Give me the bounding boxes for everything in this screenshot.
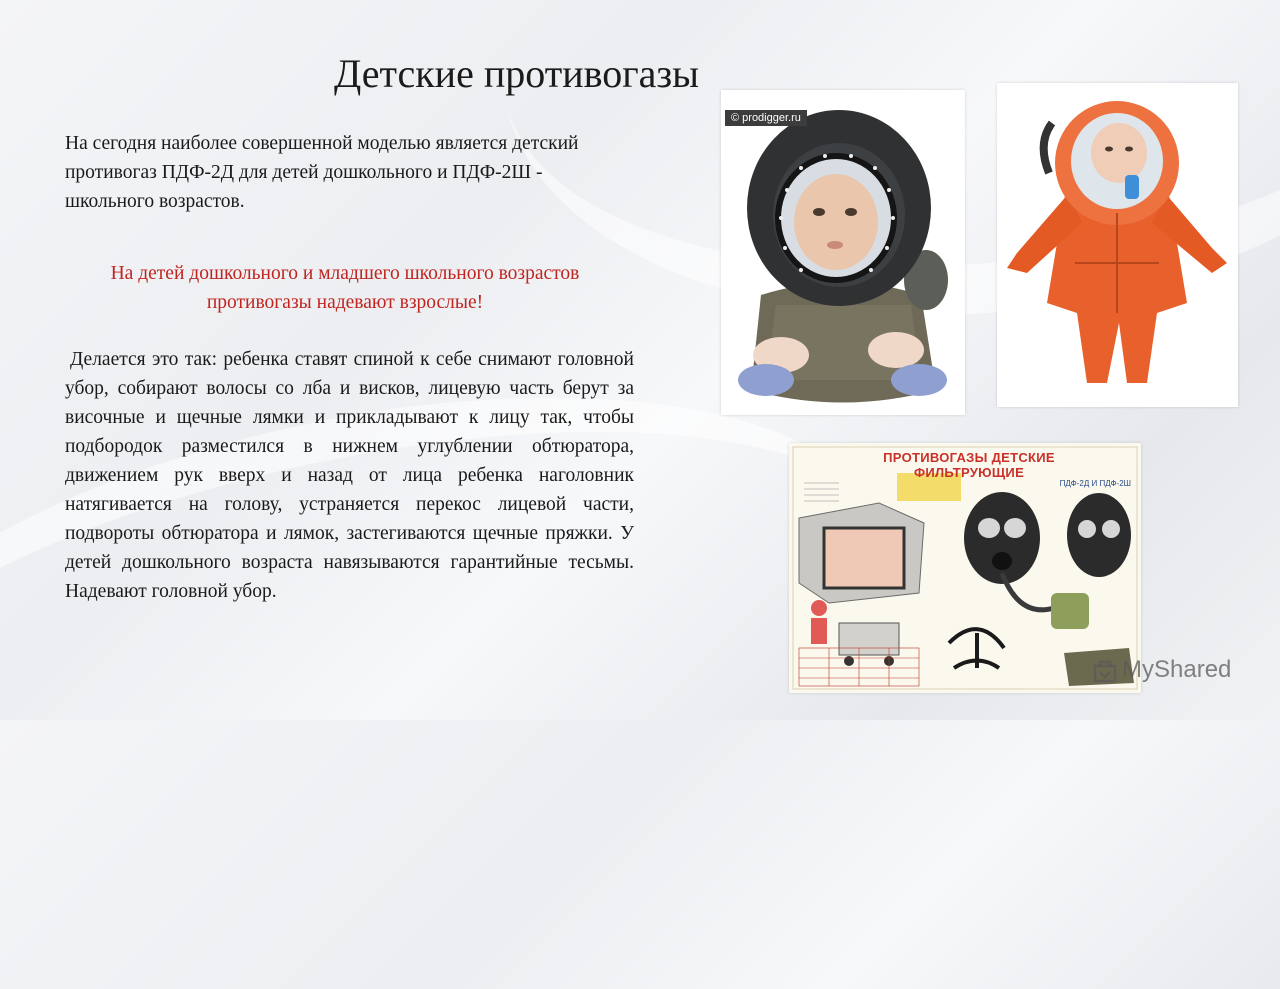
protective-suit-illustration (997, 83, 1238, 407)
photo-child-protective-suit (997, 83, 1238, 407)
watermark (1092, 656, 1231, 684)
child-gas-mask-illustration (721, 90, 965, 415)
myshared-logo-icon (1092, 657, 1118, 683)
photo-child-gas-mask (721, 90, 965, 415)
poster-subtitle: ПДФ-2Д И ПДФ-2Ш (1059, 479, 1131, 488)
warning-paragraph: На детей дошкольного и младшего школьного возрастов противогазы надевают взрослые! (110, 263, 580, 313)
poster-gas-mask-diagram (789, 443, 1141, 693)
procedure-paragraph: Делается это так: ребенка ставят спиной к себе снимают головной убор, собирают волосы со лба и висков, лицевую часть берут за височные и щечные лямки и прикладывают к лицу так, чтобы подбородок разместился в нижнем углублении обтюратора, движением рук вверх и назад от лица ребенка наголовник натягивается на голову, устраняется перекос лицевой части, подвороты обтюратора и лямок, застегиваются щечные пряжки. У детей дошкольного возраста навязываются гарантийные тесьмы. Надевают головной убор. (65, 349, 634, 602)
poster-title: ПРОТИВОГАЗЫ ДЕТСКИЕ ФИЛЬТРУЮЩИЕ (883, 450, 1055, 480)
watermark-text: MyShared (1122, 656, 1232, 683)
photo-credit: © prodigger.ru (725, 110, 807, 126)
intro-paragraph: На сегодня наиболее совершенной моделью является детский противогаз ПДФ-2Д для детей дошкольного и ПДФ-2Ш - школьного возрастов. (65, 133, 579, 212)
slide-title: Детские противогазы (334, 51, 700, 96)
